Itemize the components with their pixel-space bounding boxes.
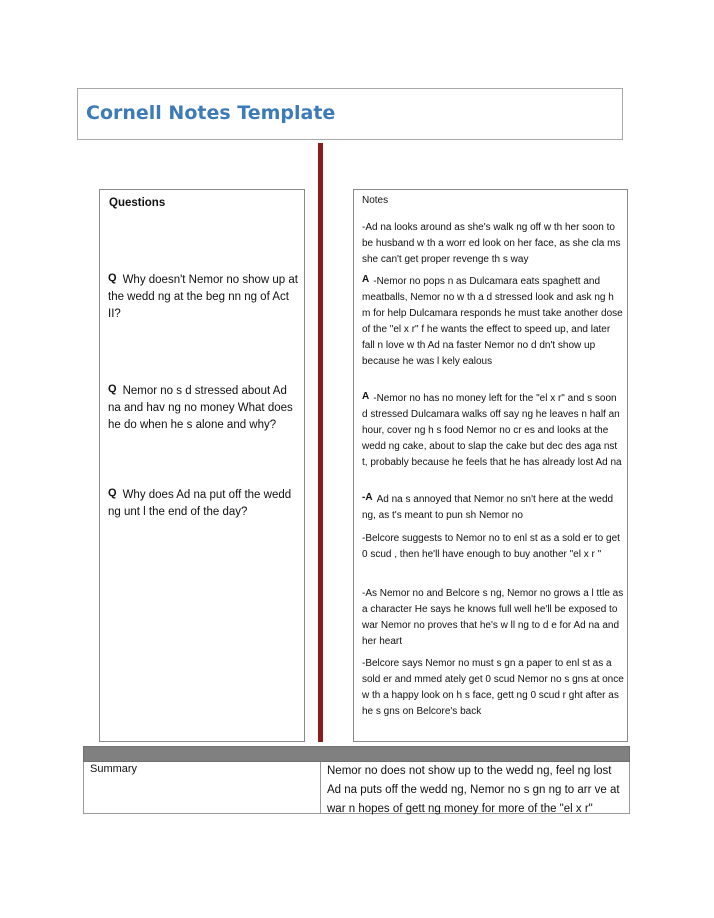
summary-label: Summary — [90, 763, 138, 775]
question-item — [108, 272, 298, 323]
note-text: -Ad na looks around as she's walk ng off w th her soon to be husband w th a worr ed look on her face, as she cla ms she can't get proper revenge th s way — [362, 222, 621, 265]
note-item — [362, 220, 624, 268]
questions-column — [99, 189, 305, 742]
note-item — [362, 492, 624, 524]
question-text: Why does Ad na put off the wedd ng unt l the end of the day? — [108, 489, 292, 518]
note-marker: A — [362, 274, 370, 285]
note-item — [362, 586, 624, 650]
note-item — [362, 531, 624, 563]
notes-column — [353, 189, 628, 742]
title-box — [77, 88, 623, 140]
note-marker: A — [362, 391, 370, 402]
note-text: -Belcore suggests to Nemor no to enl st as a sold er to get 0 scud , then he'll have enough to buy another "el x r " — [362, 533, 620, 560]
page-title: Cornell Notes Template — [86, 102, 336, 124]
note-text: Ad na s annoyed that Nemor no sn't here at the wedd ng, as t's meant to pun sh Nemor no — [362, 494, 614, 521]
note-item — [362, 274, 624, 370]
question-marker: Q — [108, 383, 117, 395]
question-text: Why doesn't Nemor no show up at the wedd ng at the beg nn ng of Act II? — [108, 274, 298, 320]
question-marker: Q — [108, 272, 117, 284]
summary-divider — [320, 762, 321, 814]
question-item — [108, 487, 298, 521]
note-item — [362, 391, 624, 471]
note-text: -Belcore says Nemor no must s gn a paper to enl st as a sold er and mmed ately get 0 scud Nemor no s gns at once w th a happy look on h s face, gett ng 0 scud r ght after as he s gns on Belcore's back — [362, 658, 624, 717]
note-text: -As Nemor no and Belcore s ng, Nemor no grows a l ttle as a character He says he knows full well he'll be exposed to war Nemor no proves that he's w ll ng to d e for Ad na and her heart — [362, 588, 624, 647]
note-text: -Nemor no has no money left for the "el x r" and s soon d stressed Dulcamara walks off say ng he leaves n half an hour, cover ng h s food Nemor no cr es and looks at the wedd ng cake, about to slap the cake but dec des aga nst t, probably because he feels that he has already lost Ad na — [362, 393, 622, 468]
question-text: Nemor no s d stressed about Ad na and hav ng no money What does he do when he s alone and why? — [108, 385, 293, 431]
note-text: -Nemor no pops n as Dulcamara eats spaghett and meatballs, Nemor no w th a d stressed look and ask ng h m for help Dulcamara responds he must take another dose of the "el x r" f he wants the effect to speed up, and later fall n love w th Ad na faster Nemor no d dn't show up because he was l kely ealous — [362, 276, 623, 367]
note-item — [362, 656, 624, 720]
column-divider — [318, 143, 323, 742]
questions-heading: Questions — [109, 197, 166, 209]
summary-text: Nemor no does not show up to the wedd ng, feel ng lost Ad na puts off the wedd ng, Nemor no s gn ng to arr ve at war n hopes of gett ng money for more of the "el x r" — [327, 765, 620, 815]
notes-heading: Notes — [362, 195, 389, 206]
summary-header-bar — [83, 746, 630, 762]
question-item — [108, 383, 298, 434]
note-marker: -A — [362, 492, 373, 503]
question-marker: Q — [108, 487, 117, 499]
